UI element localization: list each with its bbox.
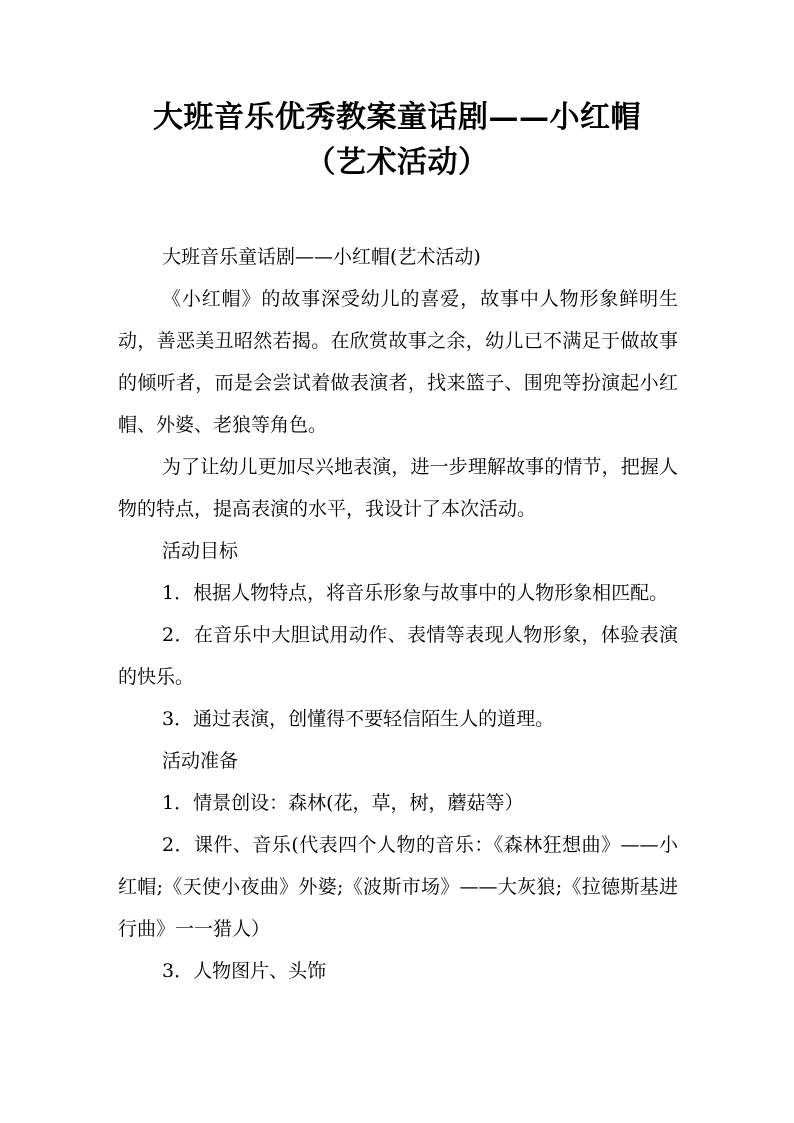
goal-item-2: 2．在音乐中大胆试用动作、表情等表现人物形象，体验表演的快乐。 [118, 624, 678, 688]
paragraph-subtitle: 大班音乐童话剧——小红帽(艺术活动) [162, 246, 481, 268]
preparation-item-3: 3．人物图片、头饰 [162, 960, 327, 982]
document-title-line-1: 大班音乐优秀教案童话剧——小红帽 [153, 100, 641, 135]
preparation-item-2: 2．课件、音乐(代表四个人物的音乐：《森林狂想曲》——小红帽;《天使小夜曲》外婆;《波斯市场》——大灰狼;《拉德斯基进行曲》一一猎人） [118, 834, 678, 940]
goal-item-1: 1．根据人物特点，将音乐形象与故事中的人物形象相匹配。 [162, 582, 669, 604]
goal-item-3: 3．通过表演，创懂得不要轻信陌生人的道理。 [162, 708, 555, 730]
paragraph-purpose: 为了让幼儿更加尽兴地表演，进一步理解故事的情节，把握人物的特点，提高表演的水平，我设计了本次活动。 [118, 456, 678, 520]
paragraph-intro: 《小红帽》的故事深受幼儿的喜爱，故事中人物形象鲜明生动，善恶美丑昭然若揭。在欣赏故事之余，幼儿已不满足于做故事的倾听者，而是会尝试着做表演者，找来篮子、围兜等扮演起小红帽、外婆、老狼等角色。 [118, 288, 678, 436]
preparation-item-1: 1．情景创设：森林(花，草，树，蘑菇等） [162, 792, 524, 814]
document-body [118, 236, 678, 992]
section-heading-goals: 活动目标 [162, 540, 239, 562]
section-heading-preparation: 活动准备 [162, 750, 239, 772]
document-title-line-2: （艺术活动） [305, 145, 489, 180]
